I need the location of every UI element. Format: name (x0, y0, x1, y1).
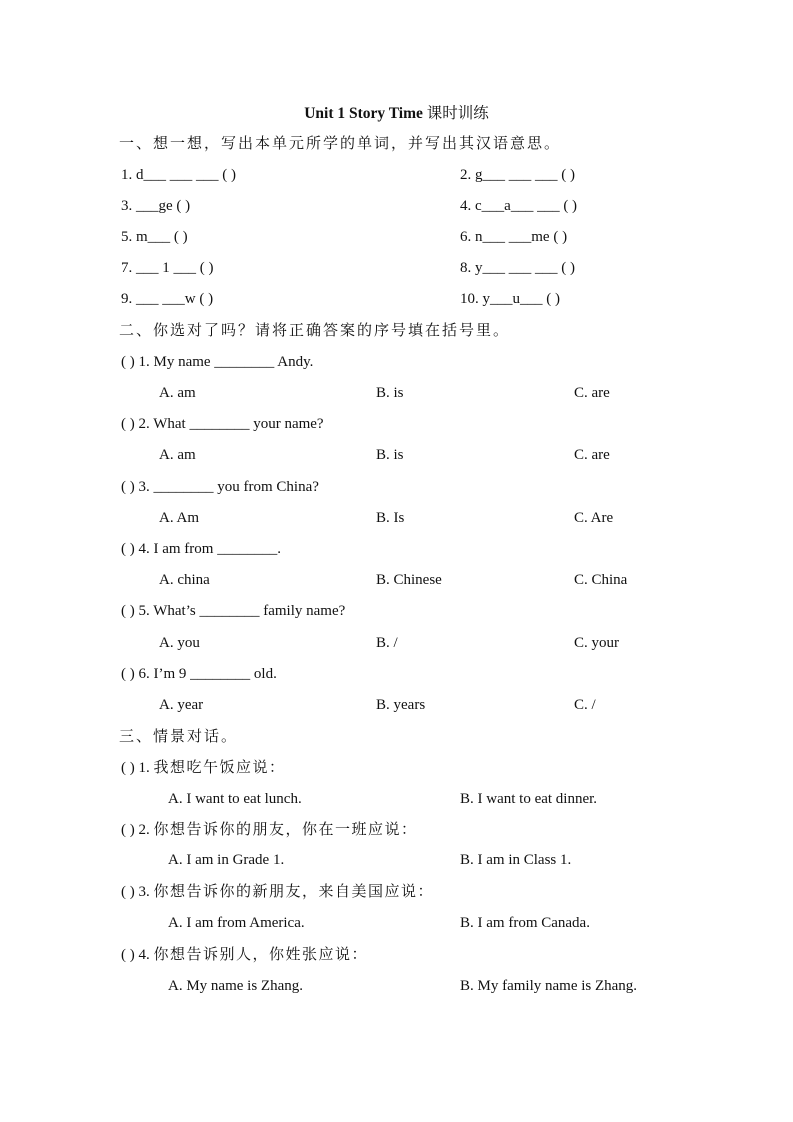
dialogue-option-b: B. I want to eat dinner. (460, 791, 598, 807)
choice-option-c: C. your (574, 635, 619, 651)
dialogue-option-b: B. I am in Class 1. (460, 852, 572, 868)
question-prefix: ( ) 3. (121, 884, 150, 900)
dialogue-option-a: A. I want to eat lunch. (168, 791, 302, 807)
question-prompt: 你想告诉别人，你姓张应说： (153, 947, 369, 963)
choice-option-b: B. is (376, 385, 404, 401)
word-item-5: 5. m___ ( ) (121, 229, 188, 245)
word-item-9: 9. ___ ___w ( ) (121, 291, 214, 307)
choice-question-4: ( ) 4. I am from ________. (121, 541, 281, 557)
choice-option-b: B. Is (376, 510, 405, 526)
word-item-8: 8. y___ ___ ___ ( ) (460, 260, 575, 276)
word-item-1: 1. d___ ___ ___ ( ) (121, 167, 236, 183)
choice-option-c: C. are (574, 447, 610, 463)
choice-question-6: ( ) 6. I’m 9 ________ old. (121, 666, 277, 682)
dialogue-question-1 (121, 758, 286, 778)
word-item-10: 10. y___u___ ( ) (460, 291, 560, 307)
section-3-heading: 三、情景对话。 (119, 729, 239, 745)
word-item-6: 6. n___ ___me ( ) (460, 229, 568, 245)
choice-option-a: A. year (159, 697, 204, 713)
question-prefix: ( ) 4. (121, 947, 150, 963)
choice-option-a: A. you (159, 635, 200, 651)
choice-option-b: B. Chinese (376, 572, 442, 588)
section-2-heading: 二、你选对了吗？请将正确答案的序号填在括号里。 (119, 323, 511, 339)
word-item-3: 3. ___ge ( ) (121, 198, 191, 214)
question-prefix: ( ) 2. (121, 822, 150, 838)
choice-option-b: B. years (376, 697, 426, 713)
dialogue-option-a: A. My name is Zhang. (168, 978, 303, 994)
dialogue-question-2 (121, 820, 418, 840)
section-1-heading: 一、想一想，写出本单元所学的单词，并写出其汉语意思。 (119, 136, 562, 152)
question-prompt: 你想告诉你的新朋友，来自美国应说： (153, 884, 435, 900)
choice-question-3: ( ) 3. ________ you from China? (121, 479, 319, 495)
dialogue-question-3 (121, 882, 434, 902)
choice-option-a: A. am (159, 385, 196, 401)
dialogue-option-b: B. I am from Canada. (460, 915, 590, 931)
page-title (0, 101, 793, 123)
choice-option-a: A. Am (159, 510, 200, 526)
choice-option-b: B. / (376, 635, 398, 651)
choice-question-5: ( ) 5. What’s ________ family name? (121, 603, 346, 619)
word-item-2: 2. g___ ___ ___ ( ) (460, 167, 575, 183)
question-prompt: 你想告诉你的朋友，你在一班应说： (153, 822, 418, 838)
choice-option-c: C. are (574, 385, 610, 401)
dialogue-option-b: B. My family name is Zhang. (460, 978, 638, 994)
dialogue-question-4 (121, 945, 368, 965)
dialogue-option-a: A. I am from America. (168, 915, 305, 931)
word-item-4: 4. c___a___ ___ ( ) (460, 198, 578, 214)
word-item-7: 7. ___ 1 ___ ( ) (121, 260, 214, 276)
choice-option-c: C. China (574, 572, 628, 588)
title-en: Unit 1 Story Time (304, 105, 423, 122)
question-prefix: ( ) 1. (121, 760, 150, 776)
choice-option-b: B. is (376, 447, 404, 463)
choice-question-1: ( ) 1. My name ________ Andy. (121, 354, 314, 370)
choice-option-a: A. am (159, 447, 196, 463)
dialogue-option-a: A. I am in Grade 1. (168, 852, 285, 868)
title-cn: 课时训练 (426, 105, 489, 122)
choice-question-2: ( ) 2. What ________ your name? (121, 416, 324, 432)
choice-option-c: C. Are (574, 510, 614, 526)
choice-option-c: C. / (574, 697, 596, 713)
choice-option-a: A. china (159, 572, 210, 588)
question-prompt: 我想吃午饭应说： (153, 760, 286, 776)
